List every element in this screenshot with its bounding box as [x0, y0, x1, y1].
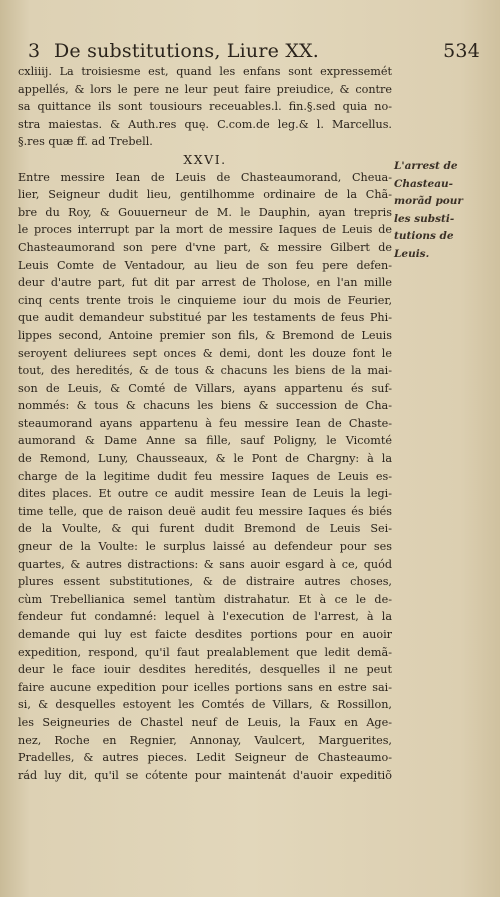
- margin-note-line: Leuis.: [394, 247, 430, 260]
- text-line: aumorand & Dame Anne sa fille, sauf Poligny, le Vicomté: [18, 434, 392, 448]
- text-line: demande qui luy est faicte desdites portions pour en auoir: [18, 628, 392, 641]
- margin-note-line: les substi-: [394, 212, 455, 225]
- text-line: Pradelles, & autres pieces. Ledit Seigneur de Chasteaumo-: [18, 751, 392, 765]
- text-line: lier, Seigneur dudit lieu, gentilhomme ordinaire de la Chã-: [18, 188, 392, 202]
- section-heading: XXVI.: [183, 151, 227, 167]
- body-text: [18, 63, 392, 784]
- text-line: cxliiij. La troisiesme est, quand les enfans sont expressemét: [18, 65, 392, 78]
- text-line: lippes second, Antoine premier son fils, & Bremond de Leuis: [18, 328, 392, 342]
- text-line: cinq cents trente trois le cinquieme iour du mois de Feurier,: [18, 293, 392, 307]
- text-line: nez, Roche en Regnier, Annonay, Vaulcert, Marguerites,: [18, 733, 392, 747]
- text-line: que audit demandeur substitué par les testaments de feus Phi-: [18, 311, 392, 325]
- text-line: le proces interrupt par la mort de messire Iaques de Leuis de: [18, 223, 392, 237]
- margin-note-line: L'arrest de: [394, 160, 458, 172]
- text-line: faire aucune expedition pour icelles portions sans en estre sai-: [18, 680, 392, 694]
- header-section-number: 3: [28, 40, 41, 62]
- text-line: quartes, & autres distractions: & sans auoir esgard à ce, quód: [18, 557, 392, 571]
- text-line: deur le face iouir desdites heredités, desquelles il ne peut: [18, 663, 392, 677]
- text-line: stra maiestas. & Auth.res quę. C.com.de leg.& l. Marcellus.: [18, 117, 392, 131]
- margin-note-line: tutions de: [394, 230, 454, 243]
- text-line: gneur de la Voulte: le surplus laissé au defendeur pour ses: [18, 540, 392, 554]
- text-line: dites places. Et outre ce audit messire Iean de Leuis la legi-: [18, 487, 392, 501]
- margin-note: [394, 158, 490, 264]
- text-line: fendeur fut condamné: lequel à l'execution de l'arrest, à la: [18, 610, 392, 624]
- text-line: expedition, respond, qu'il faut prealablement que ledit demã-: [18, 645, 392, 659]
- margin-note-line: morãd pour: [394, 195, 463, 208]
- text-line: charge de la legitime dudit feu messire Iaques de Leuis es-: [18, 469, 392, 483]
- text-line: appellés, & lors le pere ne leur peut faire preiudice, & contre: [18, 82, 392, 96]
- text-line: steaumorand ayans appartenu à feu messire Iean de Chaste-: [18, 416, 392, 430]
- text-line: de la Voulte, & qui furent dudit Bremond de Leuis Sei-: [18, 522, 392, 536]
- text-line: cùm Trebellianica semel tantùm distrahatur. Et à ce le de-: [18, 592, 392, 606]
- text-line: bre du Roy, & Gouuerneur de M. le Dauphin, ayan trepris: [18, 205, 392, 219]
- text-line: deur d'autre part, fut dit par arrest de Tholose, en l'an mille: [18, 276, 392, 290]
- text-line: plures essent substitutiones, & de distraire autres choses,: [18, 575, 392, 589]
- text-line: rád luy dit, qu'il se cótente pour maintenát d'auoir expeditiõ: [18, 768, 392, 782]
- text-line: tout, des heredités, & de tous & chacuns les biens de la mai-: [18, 364, 392, 378]
- text-line: §.res quæ ff. ad Trebell.: [18, 135, 153, 149]
- margin-note-line: Chasteau-: [394, 177, 454, 190]
- header-title: De substitutions, Liure XX.: [54, 40, 320, 62]
- page-number: 534: [443, 40, 480, 62]
- text-line: de Remond, Luny, Chausseaux, & le Pont de Chargny: à la: [18, 452, 392, 466]
- text-line: si, & desquelles estoyent les Comtés de Villars, & Rossillon,: [18, 698, 392, 712]
- text-line: Leuis Comte de Ventadour, au lieu de son feu pere defen-: [18, 258, 392, 272]
- text-line: time telle, que de raison deuë audit feu messire Iaques és biés: [18, 504, 392, 518]
- text-line: seroyent deliurees sept onces & demi, dont les douze font le: [18, 346, 392, 360]
- text-line: Chasteaumorand son pere d'vne part, & messire Gilbert de: [18, 240, 392, 254]
- text-line: sa quittance ils sont tousiours receuables.l. fin.§.sed quia no-: [18, 100, 392, 114]
- text-line: nommés: & tous & chacuns les biens & succession de Cha-: [18, 399, 392, 413]
- text-line: les Seigneuries de Chastel neuf de Leuis, la Faux en Age-: [18, 715, 392, 729]
- text-line: son de Leuis, & Comté de Villars, ayans appartenu és suf-: [18, 381, 392, 395]
- text-line: Entre messire Iean de Leuis de Chasteaumorand, Cheua-: [18, 170, 392, 184]
